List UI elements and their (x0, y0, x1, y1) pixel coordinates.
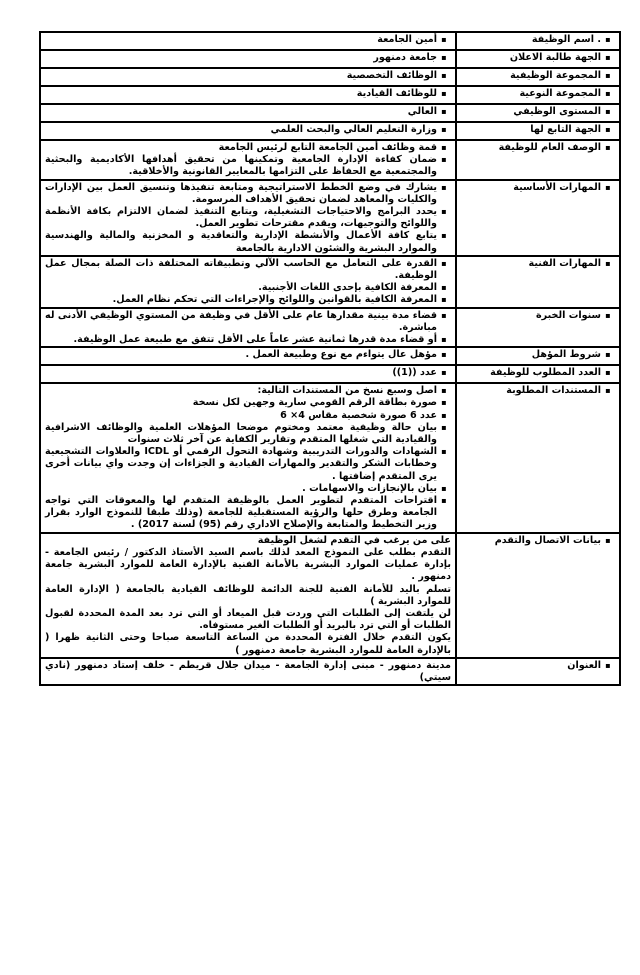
square-bullet-icon: ▪ (441, 71, 447, 80)
square-bullet-icon: ▪ (441, 422, 447, 432)
field-label-cell (456, 308, 620, 348)
field-label (461, 52, 615, 64)
table-row (40, 50, 620, 68)
field-label-cell (456, 658, 620, 685)
paragraph: التقدم بطلب على النموذج المعد لذلك باسم السيد الأستاذ الدكتور / رئيس الجامعة - بإدارة عمليات الموارد البشرية بالأمانة الفنية بالإدارة العامة للموارد البشرية جامعة دمنهور . (45, 546, 451, 583)
field-label-cell (456, 104, 620, 122)
table-row (40, 68, 620, 86)
paragraph: مدينة دمنهور - مبنى إدارة الجامعة - ميدان جلال قريطم - خلف إستاد دمنهور (نادي سيتي) (45, 659, 451, 683)
list-item-text: يشارك في وضع الخطط الاستراتيجية ومتابعة تنفيذها وتنسيق العمل بين الإدارات والكليات والمعاهد لضمان تحقيق الأهداف المرسومة. (45, 181, 437, 205)
field-value-cell (40, 256, 456, 308)
field-value-cell (40, 180, 456, 256)
square-bullet-icon: ▪ (605, 660, 611, 670)
list-item (45, 154, 451, 178)
table-row (40, 104, 620, 122)
list-item-text: للوظائف القيادية (356, 88, 437, 99)
square-bullet-icon: ▪ (605, 71, 611, 80)
table-row (40, 658, 620, 685)
list-item-text: يحدد البرامج والاحتياجات التشغيلية، ويتابع التنفيذ لضمان الالتزام بكافة الأنظمة واللوائح والتوجيهات، ويقدم مقترحات تطوير العمل. (45, 206, 437, 230)
list-item (45, 182, 451, 206)
field-value-cell (40, 122, 456, 140)
field-value-cell (40, 308, 456, 348)
field-label-text: العدد المطلوب للوظيفة (490, 367, 601, 379)
field-value-cell (40, 383, 456, 532)
field-label-text: الجهة طالبة الاعلان (509, 52, 601, 63)
square-bullet-icon: ▪ (605, 125, 611, 134)
field-label-cell (456, 122, 620, 140)
square-bullet-icon: ▪ (441, 231, 447, 241)
paragraph: تسلم باليد للأمانة الفنية للجنة الدائمة للوظائف القيادية بالجامعة ( الإدارة العامة للموارد البشرية ) (45, 583, 451, 607)
paragraph: على من يرغب في التقدم لشغل الوظيفة (257, 534, 451, 546)
field-value-cell (40, 658, 456, 685)
job-announcement-table (39, 31, 621, 686)
field-label-text: المجموعة الوظيفية (510, 70, 601, 81)
square-bullet-icon: ▪ (441, 310, 447, 320)
field-label (461, 88, 615, 100)
square-bullet-icon: ▪ (441, 447, 447, 457)
list-item-text: صورة بطاقة الرقم القومي سارية وجهين لكل نسخة (192, 397, 437, 409)
table-row (40, 256, 620, 308)
list-item-text: أمين الجامعة (377, 34, 437, 45)
list-item (45, 294, 451, 306)
table-row (40, 180, 620, 256)
field-value-cell (40, 140, 456, 180)
list-item (45, 206, 451, 230)
list-item (45, 310, 451, 334)
square-bullet-icon: ▪ (605, 310, 611, 320)
list-item (45, 483, 451, 495)
field-label (461, 660, 615, 672)
field-value-cell (40, 32, 456, 50)
list-item (45, 422, 451, 446)
square-bullet-icon: ▪ (441, 496, 447, 506)
field-label-cell (456, 256, 620, 308)
list-item (45, 88, 451, 100)
field-value-cell (40, 86, 456, 104)
field-value-cell (40, 347, 456, 365)
list-item-text: الوظائف التخصصية (346, 70, 437, 81)
square-bullet-icon: ▪ (441, 207, 447, 217)
square-bullet-icon: ▪ (441, 182, 447, 192)
field-label-text: سنوات الخبرة (536, 309, 601, 321)
list-item (45, 52, 451, 64)
list-item (45, 106, 451, 118)
field-label-text: المهارات الفنية (528, 257, 601, 269)
square-bullet-icon: ▪ (441, 386, 447, 396)
field-label-cell (456, 68, 620, 86)
square-bullet-icon: ▪ (441, 335, 447, 345)
square-bullet-icon: ▪ (441, 283, 447, 293)
list-item-text: القدرة على التعامل مع الحاسب الآلي وتطبيقاته المختلفة ذات الصلة بمجال عمل الوظيفة. (45, 257, 437, 282)
field-label (461, 385, 615, 397)
field-label (461, 535, 615, 547)
field-label-text: الوصف العام للوظيفة (498, 142, 601, 153)
square-bullet-icon: ▪ (441, 125, 447, 134)
list-item-text: العالي (407, 106, 437, 117)
field-label-cell (456, 86, 620, 104)
list-item-text: بيان حالة وظيفية معتمد ومختوم موضحا المؤهلات العلمية والوظائف الاشرافية والقيادية التي شغلها المتقدم وتقارير الكفاية عن آخر ثلاث سنوات (45, 421, 437, 446)
list-item (45, 385, 451, 397)
field-label-text: الجهة التابع لها (530, 124, 601, 135)
square-bullet-icon: ▪ (605, 89, 611, 98)
table-body (40, 32, 620, 685)
field-label (461, 349, 615, 361)
field-label-cell (456, 140, 620, 180)
table-row (40, 122, 620, 140)
field-label-text: شروط المؤهل (531, 349, 601, 361)
table-row (40, 86, 620, 104)
square-bullet-icon: ▪ (441, 398, 447, 408)
field-value-cell (40, 68, 456, 86)
square-bullet-icon: ▪ (441, 35, 447, 44)
list-item-text: بيان بالإنجازات والاسهامات . (302, 482, 437, 494)
list-item-text: المعرفة الكافية بالقوانين واللوائح والإجراءات التي تحكم نظام العمل. (112, 294, 437, 306)
field-label (461, 124, 615, 136)
square-bullet-icon: ▪ (605, 535, 611, 545)
field-label-text: المستوى الوظيفي (513, 106, 601, 117)
square-bullet-icon: ▪ (441, 258, 447, 268)
list-item (45, 334, 451, 346)
list-item-text: اقتراحات المتقدم لتطوير العمل بالوظيفة المتقدم لها والمعوقات التي تواجه الجامعة وطرق حلها والرؤية المستقبلية للجامعة (وذلك طبقا للنموذج الوارد بقرار وزير التخطيط والمتابعة والإصلاح الاداري رقم (95) لسنة 2017) . (45, 495, 437, 531)
field-label-text: العنوان (567, 659, 601, 671)
list-item-text: مؤهل عال يتواءم مع نوع وطبيعة العمل . (245, 349, 437, 361)
field-label (461, 70, 615, 82)
square-bullet-icon: ▪ (441, 143, 447, 152)
list-item-text: قضاء مدة بينية مقدارها عام على الأقل في وظيفة من المستوي الوظيفي الأدنى له مباشرة. (45, 309, 437, 333)
square-bullet-icon: ▪ (605, 35, 611, 44)
square-bullet-icon: ▪ (441, 89, 447, 98)
square-bullet-icon: ▪ (605, 368, 611, 378)
field-value-cell (40, 533, 456, 658)
square-bullet-icon: ▪ (441, 53, 447, 62)
square-bullet-icon: ▪ (605, 107, 611, 116)
field-label (461, 106, 615, 118)
field-label (461, 142, 615, 154)
square-bullet-icon: ▪ (605, 53, 611, 62)
field-label (461, 367, 615, 379)
field-label-text: المجموعة النوعية (519, 88, 601, 99)
list-item-text: عدد ((1)) (392, 367, 437, 379)
square-bullet-icon: ▪ (605, 258, 611, 268)
field-label-cell (456, 365, 620, 383)
list-item (45, 495, 451, 532)
list-item (45, 282, 451, 294)
field-label-cell (456, 50, 620, 68)
table-row (40, 347, 620, 365)
square-bullet-icon: ▪ (441, 155, 447, 165)
field-label (461, 34, 615, 46)
list-item-text: ضمان كفاءة الإدارة الجامعية وتمكينها من تحقيق أهدافها الأكاديمية والبحثية والمجتمعية مع الحفاظ على التزامها بالمعايير القانونية والأخلاقية. (45, 154, 437, 178)
table-row (40, 383, 620, 532)
list-item (45, 349, 451, 361)
paragraph: يكون التقدم خلال الفترة المحددة من الساعة التاسعة صباحا وحتى الثانية ظهرا ( بالإدارة العامة للموارد البشرية جامعة دمنهور ) (45, 632, 451, 656)
list-item (45, 34, 451, 46)
square-bullet-icon: ▪ (441, 410, 447, 420)
field-value-cell (40, 365, 456, 383)
table-row (40, 308, 620, 348)
field-label-text: المهارات الأساسية (513, 181, 601, 193)
table-row (40, 365, 620, 383)
list-item-text: وزارة التعليم العالي والبحث العلمي (270, 124, 437, 135)
list-item-text: اصل وسبع نسخ من المستندات التالية: (257, 385, 437, 397)
square-bullet-icon: ▪ (441, 368, 447, 378)
square-bullet-icon: ▪ (441, 483, 447, 493)
square-bullet-icon: ▪ (605, 182, 611, 192)
field-label-cell (456, 180, 620, 256)
list-item (45, 230, 451, 254)
square-bullet-icon: ▪ (441, 107, 447, 116)
field-label-cell (456, 32, 620, 50)
square-bullet-icon: ▪ (441, 350, 447, 360)
table-row (40, 533, 620, 658)
field-value-cell (40, 104, 456, 122)
list-item-text: الشهادات والدورات التدريبية وشهادة التحول الرقمي أو ICDL والعلاوات التشجيعية وخطابات الشكر والتقدير والمهارات القيادية و الجزاءات إن وجدت واي بيانات أخرى يرى المتقدم إضافتها . (45, 446, 437, 482)
list-item (45, 367, 451, 379)
list-item (45, 70, 451, 82)
list-item-text: يتابع كافة الأعمال والأنشطة الإدارية والتعاقدية و المخزنية والمالية والهندسية والموارد البشرية والشئون الادارية بالجامعة (45, 230, 437, 254)
field-label (461, 182, 615, 194)
list-item-text: جامعة دمنهور (373, 52, 437, 63)
table-row (40, 140, 620, 180)
list-item (45, 124, 451, 136)
list-item (45, 397, 451, 409)
list-item (45, 142, 451, 154)
square-bullet-icon: ▪ (441, 295, 447, 305)
field-label-text: بيانات الاتصال والتقدم (494, 534, 601, 546)
paragraph: لن يلتفت إلى الطلبات التي وردت قبل الميعاد أو التي ترد بعد المدة المحددة لقبول الطلبات أو التي ترد بالبريد أو الطلبات الغير مستوفاه. (45, 607, 451, 632)
square-bullet-icon: ▪ (605, 386, 611, 396)
list-item-text: عدد 6 صورة شخصية مقاس 4× 6 (280, 409, 437, 421)
list-item-text: قمة وظائف أمين الجامعة التابع لرئيس الجامعة (218, 142, 437, 153)
field-label-cell (456, 533, 620, 658)
list-item-text: المعرفة الكافية بإحدى اللغات الأجنبية. (258, 282, 437, 294)
list-item (45, 446, 451, 483)
field-label-text: . اسم الوظيفة (531, 34, 601, 45)
list-item-text: أو قضاء مدة قدرها ثمانية عشر عاماً على الأقل تتفق مع طبيعة عمل الوظيفة. (73, 334, 437, 346)
list-item (45, 410, 451, 422)
square-bullet-icon: ▪ (605, 143, 611, 152)
field-label (461, 258, 615, 270)
field-label (461, 310, 615, 322)
field-label-text: المستندات المطلوبة (506, 385, 601, 397)
field-value-cell (40, 50, 456, 68)
table-row (40, 32, 620, 50)
list-item (45, 258, 451, 282)
field-label-cell (456, 383, 620, 532)
field-label-cell (456, 347, 620, 365)
square-bullet-icon: ▪ (605, 350, 611, 360)
